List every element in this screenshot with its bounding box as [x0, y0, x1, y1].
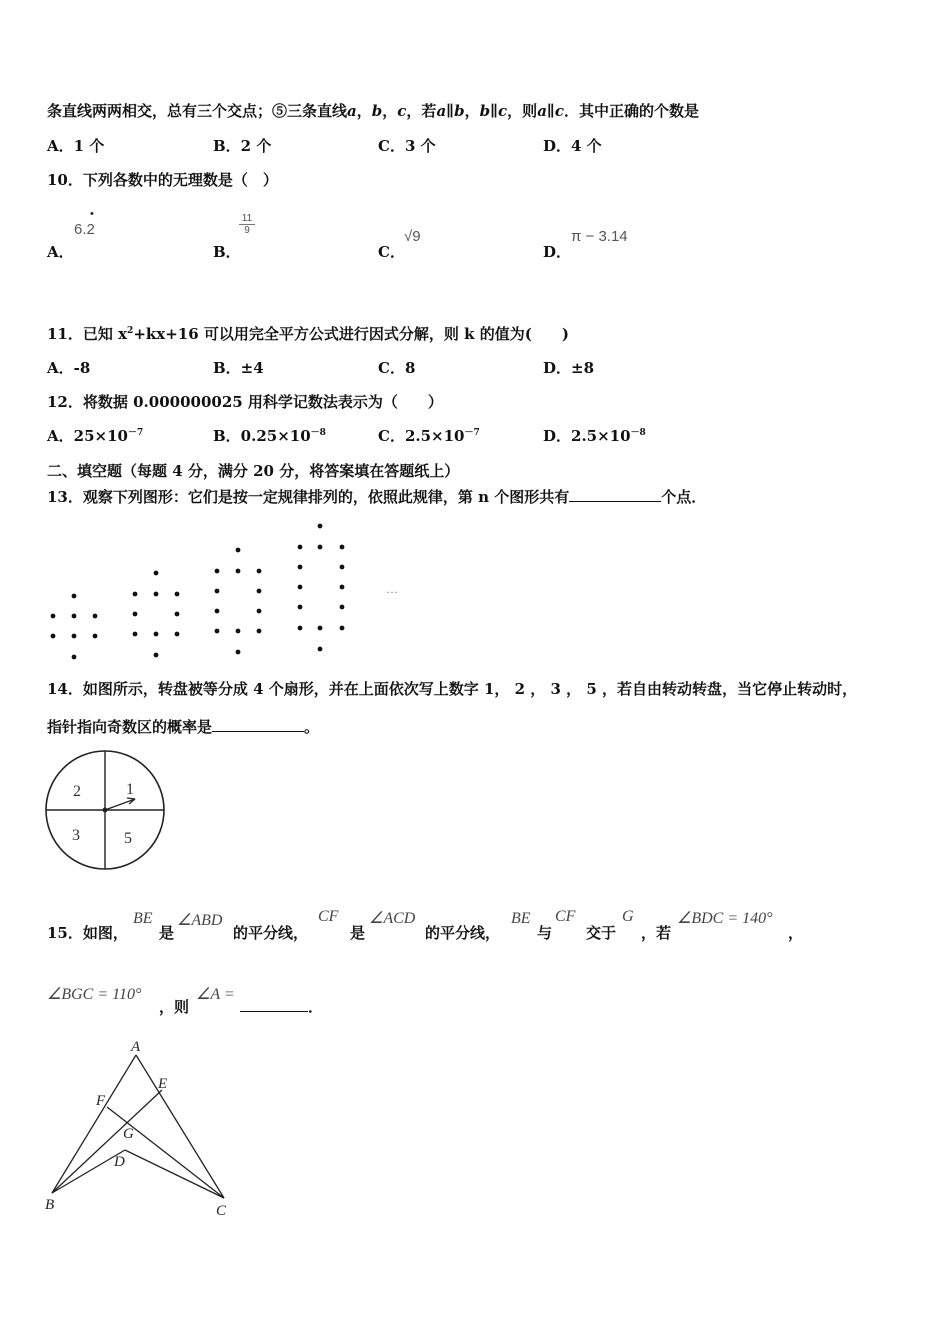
- q9-stem-text-b: ．其中正确的个数是: [563, 102, 699, 120]
- q15-jiaoyu: 交于: [586, 924, 617, 942]
- point-label-e: E: [158, 1076, 168, 1092]
- q9-sep-3: ，: [464, 102, 480, 120]
- q13-dot: [340, 545, 345, 550]
- q13-dot: [236, 629, 241, 634]
- q10-option-a-value: [74, 221, 95, 238]
- q12-option-a: [47, 426, 143, 446]
- q9-sep-1: ，: [356, 102, 372, 120]
- q13-dot: [72, 634, 77, 639]
- q13-dot: [257, 609, 262, 614]
- q15-cf: CF: [318, 908, 339, 925]
- spinner-sector-label: 5: [124, 830, 132, 847]
- q12-a-label: A．25×10: [47, 427, 128, 445]
- q13-dot: [215, 589, 220, 594]
- q13-dot: [257, 589, 262, 594]
- q11-option-d: D．±8: [543, 359, 595, 377]
- q14-line-2-a: 指针指向奇数区的概率是: [47, 718, 213, 736]
- q9-stem-text-a: 条直线两两相交，总有三个交点；⑤三条直线: [47, 102, 348, 120]
- q13-dot: [236, 548, 241, 553]
- q15-shi-1: 是: [159, 924, 175, 942]
- spinner-pointer: [105, 799, 135, 810]
- q13-dot: [93, 634, 98, 639]
- q9-var-c: c: [397, 102, 407, 120]
- q15-angle-abd: ∠ABD: [177, 912, 223, 929]
- q9-rel-3: a∥c: [537, 102, 564, 120]
- q13-dot: [93, 614, 98, 619]
- q13-dot: [257, 629, 262, 634]
- q13-dot: [154, 592, 159, 597]
- q10-b-numerator: 11: [239, 213, 255, 225]
- q12-b-exp: －8: [310, 428, 326, 438]
- q13-dot: [318, 545, 323, 550]
- q13-dot: [72, 655, 77, 660]
- q9-sep-2: ，: [382, 102, 398, 120]
- q10-b-denominator: 9: [244, 225, 250, 236]
- q13-dot: [175, 592, 180, 597]
- q12-b-label: B．0.25×10: [213, 427, 311, 445]
- q13-stem-a: 13．观察下列图形：它们是按一定规律排列的，依照此规律，第 n 个图形共有: [47, 488, 570, 506]
- segment-be: [52, 1090, 162, 1193]
- q13-dot: [51, 634, 56, 639]
- q9-option-d: D．4 个: [543, 137, 602, 155]
- q15-g: G: [622, 908, 634, 925]
- q15-angle-acd: ∠ACD: [369, 910, 416, 927]
- q9-option-b: B．2 个: [213, 137, 272, 155]
- q12-c-exp: －7: [464, 428, 480, 438]
- q11-option-a: A．-8: [47, 359, 91, 377]
- q13-dot-pattern-figure: [40, 515, 420, 670]
- q10-repeating-dot: •: [90, 208, 94, 220]
- q12-d-exp: －8: [630, 428, 646, 438]
- q14-spinner-figure: [40, 748, 172, 874]
- q13-dot: [51, 614, 56, 619]
- q15-triangle-figure: [40, 1035, 240, 1220]
- section-2-title: 二、填空题（每题 4 分，满分 20 分，将答案填在答题纸上）: [47, 462, 460, 480]
- point-label-f: F: [96, 1093, 106, 1109]
- spinner-sector-label: 3: [72, 827, 80, 844]
- q13-dot: [154, 632, 159, 637]
- point-label-b: B: [45, 1197, 55, 1213]
- q12-d-label: D．2.5×10: [543, 427, 631, 445]
- q13-dot: [298, 626, 303, 631]
- q13-dot: [318, 626, 323, 631]
- q10-label-d: D．: [543, 243, 572, 261]
- q15-angle-a-eq: ∠A =: [196, 986, 235, 1003]
- q9-option-a: A．1 个: [47, 137, 105, 155]
- q13-stem-b: 个点．: [661, 488, 707, 506]
- segment-ab: [52, 1055, 136, 1193]
- q12-option-b: [213, 426, 326, 446]
- q9-stem: [47, 101, 699, 121]
- q13-dot: [257, 569, 262, 574]
- q9-ze: ，则: [507, 102, 538, 120]
- q13-dot: [72, 614, 77, 619]
- q15-comma: ，: [788, 924, 804, 942]
- q13-dot: [298, 605, 303, 610]
- q13-dot: [154, 653, 159, 658]
- q14-answer-blank[interactable]: [212, 717, 304, 732]
- q13-dot: [318, 647, 323, 652]
- q15-stem-prefix: 15．如图，: [47, 924, 128, 942]
- spinner-sector-label: 1: [126, 781, 134, 798]
- q11-stem-b: +kx+16 可以用完全平方公式进行因式分解，则 k 的值为( ): [133, 325, 569, 343]
- q12-a-exp: －7: [127, 428, 144, 438]
- q9-ruo: ，若: [406, 102, 437, 120]
- q11-option-b: B．±4: [213, 359, 264, 377]
- q15-angle-bdc: ∠BDC = 140°: [677, 910, 773, 927]
- q10-option-d-value: π − 3.14: [571, 228, 628, 245]
- q10-option-c-value: √9: [404, 228, 421, 245]
- q15-period: ．: [308, 998, 324, 1016]
- q13-dot: [175, 632, 180, 637]
- q11-stem-a: 11．已知 x: [47, 325, 128, 343]
- q10-option-b-fraction: [239, 213, 255, 236]
- q13-dot: [318, 524, 323, 529]
- q15-answer-blank[interactable]: [240, 997, 308, 1012]
- q13-dot: [340, 585, 345, 590]
- q9-var-b: b: [371, 102, 383, 120]
- q13-dot: [298, 545, 303, 550]
- q13-dot: [298, 585, 303, 590]
- q13-dot: [215, 609, 220, 614]
- spinner-sector-label: 2: [73, 783, 81, 800]
- q9-option-c: C．3 个: [378, 137, 436, 155]
- q10-a-number: 6.2: [74, 221, 95, 238]
- q13-dot: [175, 612, 180, 617]
- q9-var-a: a: [347, 102, 357, 120]
- q9-rel-1: a∥b: [436, 102, 465, 120]
- q11-option-c: C．8: [378, 359, 416, 377]
- point-label-a: A: [131, 1039, 141, 1055]
- q9-rel-2: b∥c: [479, 102, 508, 120]
- q13-dot: [340, 565, 345, 570]
- q13-dot: [236, 569, 241, 574]
- q15-cf-2: CF: [555, 908, 576, 925]
- q15-bisector-1: 的平分线，: [233, 924, 309, 942]
- q14-line-2: [47, 717, 319, 737]
- q15-ze: ，则: [159, 998, 190, 1016]
- q10-label-b: B．: [213, 243, 241, 261]
- q13-dot: [340, 605, 345, 610]
- q13-stem: [47, 487, 706, 507]
- q13-dot: [215, 569, 220, 574]
- q15-angle-bgc: ∠BGC = 110°: [47, 986, 142, 1003]
- q10-label-a: A．: [47, 243, 74, 261]
- q11-exponent: 2: [127, 326, 134, 336]
- q10-label-c: C．: [378, 243, 405, 261]
- q15-ruo: ，若: [641, 924, 672, 942]
- q14-line-2-b: 。: [304, 718, 320, 736]
- q12-option-c: [378, 426, 480, 446]
- q15-bisector-2: 的平分线，: [425, 924, 501, 942]
- q13-dot: [298, 565, 303, 570]
- q13-dot: [215, 629, 220, 634]
- q12-option-d: [543, 426, 646, 446]
- q14-line-1: 14．如图所示，转盘被等分成 4 个扇形，并在上面依次写上数字 1， 2 ， 3 ， 5 ，若自由转动转盘，当它停止转动时，: [47, 680, 858, 698]
- q13-ellipsis: …: [386, 582, 398, 596]
- point-label-g: G: [123, 1126, 134, 1142]
- q13-dot: [72, 594, 77, 599]
- q10-stem: 10．下列各数中的无理数是（ ）: [47, 171, 278, 189]
- point-label-d: D: [114, 1154, 125, 1170]
- q15-be: BE: [133, 910, 153, 927]
- segment-cf: [107, 1107, 224, 1198]
- q12-c-label: C．2.5×10: [378, 427, 465, 445]
- q11-stem: [47, 324, 569, 344]
- q15-shi-2: 是: [350, 924, 366, 942]
- q15-yu: 与: [537, 924, 553, 942]
- point-label-c: C: [216, 1203, 227, 1219]
- q13-dot: [133, 612, 138, 617]
- q13-dot: [133, 632, 138, 637]
- q12-stem: 12．将数据 0.000000025 用科学记数法表示为（ ）: [47, 393, 443, 411]
- q15-answer-line: [240, 997, 323, 1017]
- q13-dot: [236, 650, 241, 655]
- q13-dot: [154, 571, 159, 576]
- q13-dot: [340, 626, 345, 631]
- q13-answer-blank[interactable]: [569, 487, 661, 502]
- q13-dot: [133, 592, 138, 597]
- q15-be-2: BE: [511, 910, 531, 927]
